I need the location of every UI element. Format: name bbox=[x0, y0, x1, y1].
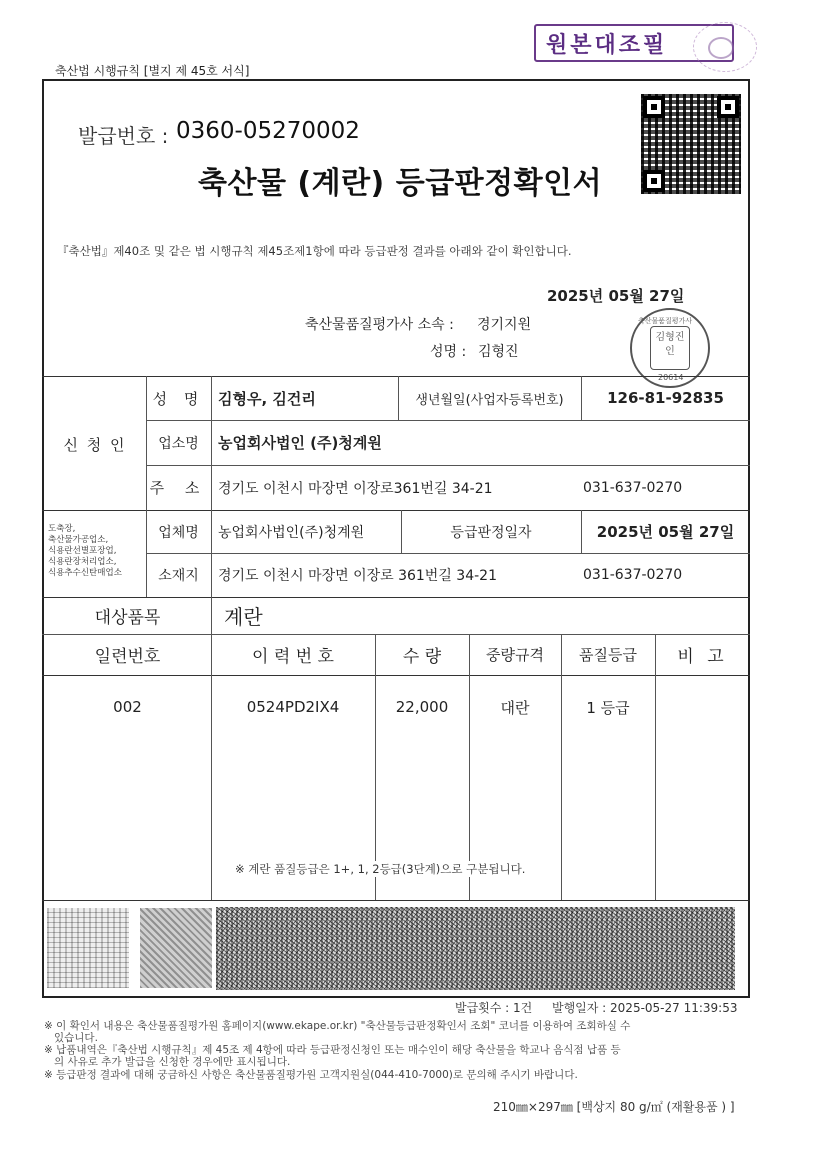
security-pattern-left bbox=[47, 908, 129, 988]
seal-name: 김형진 bbox=[655, 332, 685, 343]
address: 경기도 이천시 마장면 이장로361번길 34-21 bbox=[218, 480, 493, 497]
grade-date: 2025년 05월 27일 bbox=[596, 523, 735, 541]
footnote-2b: 의 사유로 추가 발급을 신청한 경우에만 표시됩니다. bbox=[54, 1056, 291, 1068]
address-label: 주 소 bbox=[149, 479, 208, 497]
facility-section-label: 도축장, 축산물가공업소, 식용란선별포장업, 식용란장처리업소, 식용추수신탄매업소 bbox=[48, 524, 122, 578]
row-quality-grade: 1 등급 bbox=[586, 698, 630, 717]
row-trace-number: 0524PD2IX4 bbox=[246, 698, 340, 716]
company-name: 농업회사법인(주)청계원 bbox=[218, 524, 365, 541]
item-value: 계란 bbox=[224, 605, 263, 629]
business-name: 농업회사법인 (주)청계원 bbox=[218, 434, 382, 452]
header-serial: 일련번호 bbox=[94, 647, 161, 667]
birth-label: 생년월일(사업자등록번호) bbox=[415, 392, 564, 408]
location-label: 소재지 bbox=[158, 568, 199, 584]
header-quantity: 수 량 bbox=[402, 647, 442, 667]
row-quantity: 22,000 bbox=[395, 698, 449, 716]
stamp-seal-icon bbox=[693, 22, 757, 72]
row-weight-spec: 대란 bbox=[500, 698, 530, 717]
business-name-label: 업소명 bbox=[158, 435, 199, 452]
original-copy-stamp: 원본대조필 bbox=[534, 24, 734, 62]
grade-date-label: 등급판정일자 bbox=[450, 524, 532, 541]
issue-number: 0360-05270002 bbox=[176, 118, 360, 144]
footnote-1b: 있습니다. bbox=[54, 1032, 98, 1044]
applicant-section-label: 신 청 인 bbox=[63, 435, 127, 454]
applicant-name-label: 성 명 bbox=[152, 389, 205, 408]
header-trace-number: 이 력 번 호 bbox=[252, 647, 334, 667]
header-remarks: 비 고 bbox=[677, 647, 728, 667]
issue-date: 2025년 05월 27일 bbox=[547, 287, 685, 305]
seal-top-text: 축산물품질평가사 bbox=[638, 317, 693, 325]
evaluator-name: 김형진 bbox=[478, 344, 519, 360]
issue-count: 발급횟수 : 1건 bbox=[455, 1001, 533, 1015]
company-label: 업체명 bbox=[158, 524, 199, 541]
evaluator-affiliation: 경기지원 bbox=[477, 317, 532, 333]
location: 경기도 이천시 마장면 이장로 361번길 34-21 bbox=[218, 568, 497, 584]
security-pattern-mid bbox=[140, 908, 212, 988]
footnote-2: ※ 납품내역은『축산법 시행규칙』제 45조 제 4항에 따라 등급판정신청인 또는 매수인이 해당 축산물을 학교나 음식점 납품 등 bbox=[44, 1044, 621, 1056]
business-reg-number: 126-81-92835 bbox=[607, 389, 724, 407]
issue-number-label: 발급번호 : bbox=[78, 124, 169, 148]
form-reference: 축산법 시행규칙 [별지 제 45호 서식] bbox=[55, 64, 250, 78]
applicant-phone: 031-637-0270 bbox=[583, 479, 683, 496]
intro-text: 『축산법』제40조 및 같은 법 시행규칙 제45조제1항에 따라 등급판정 결과를 아래와 같이 확인합니다. bbox=[57, 244, 572, 258]
paper-spec: 210㎜×297㎜ [백상지 80 g/㎡ (재활용품 ) ] bbox=[493, 1100, 735, 1114]
seal-number: 20614 bbox=[658, 373, 684, 382]
evaluator-name-label: 성명 : bbox=[430, 344, 467, 360]
qr-code-icon bbox=[641, 94, 741, 194]
row-remarks bbox=[655, 692, 750, 722]
footnote-3: ※ 등급판정 결과에 대해 궁금하신 사항은 축산물품질평가원 고객지원실(044-410-7000)로 문의해 주시기 바랍니다. bbox=[44, 1069, 578, 1081]
header-quality-grade: 품질등급 bbox=[579, 646, 637, 664]
document-title: 축산물 (계란) 등급판정확인서 bbox=[198, 166, 603, 201]
footnote-1: ※ 이 확인서 내용은 축산물품질평가원 홈페이지(www.ekape.or.kr) "축산물등급판정확인서 조회" 코너를 이용하여 조회하실 수 bbox=[44, 1020, 631, 1032]
seal-mid: 인 bbox=[665, 346, 675, 357]
facility-phone: 031-637-0270 bbox=[583, 567, 683, 583]
security-barcode bbox=[216, 907, 735, 990]
item-label: 대상품목 bbox=[94, 608, 161, 628]
grade-note: ※ 계란 품질등급은 1+, 1, 2등급(3단계)으로 구분됩니다. bbox=[235, 862, 526, 876]
header-weight-spec: 중량규격 bbox=[486, 646, 544, 664]
issue-time: 발행일자 : 2025-05-27 11:39:53 bbox=[552, 1001, 738, 1015]
evaluator-affiliation-label: 축산물품질평가사 소속 : bbox=[305, 317, 454, 333]
applicant-name: 김형우, 김건리 bbox=[218, 389, 316, 408]
row-serial: 002 bbox=[113, 698, 142, 716]
